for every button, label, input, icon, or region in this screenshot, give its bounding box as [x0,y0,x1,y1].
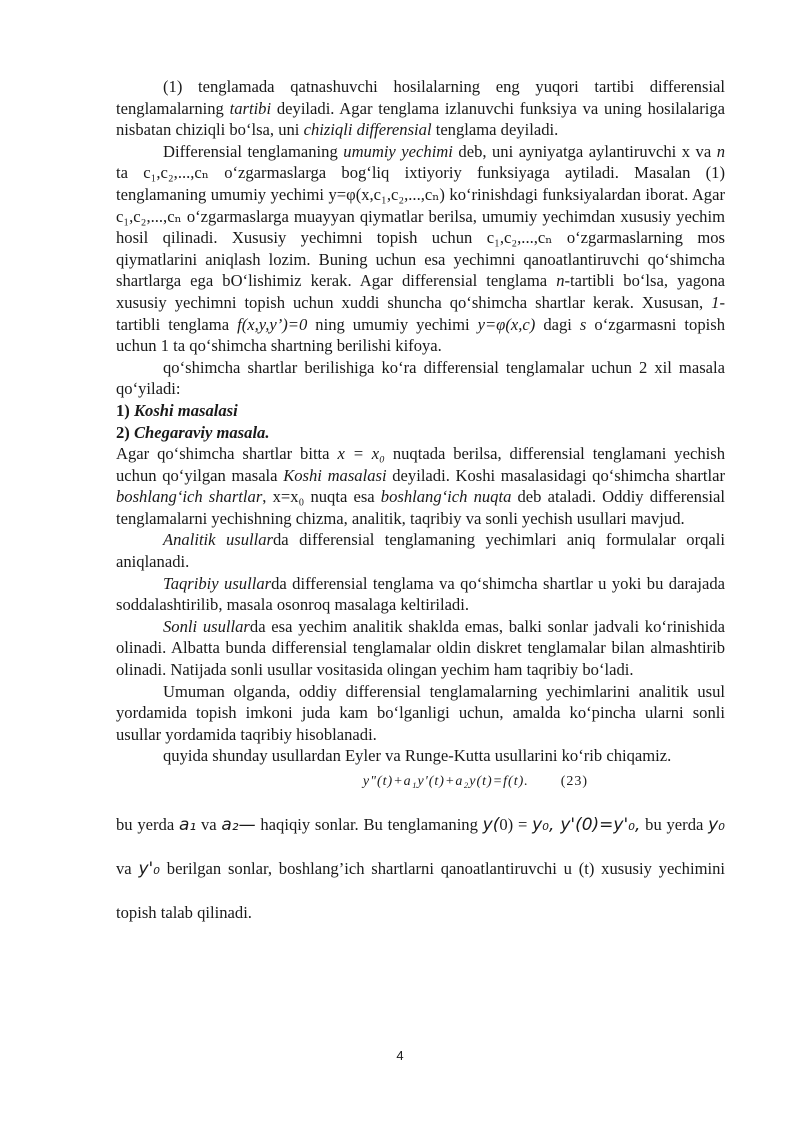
paragraph-initial-conditions: bu yerda a₁ va a₂— haqiqiy sonlar. Bu tenglamaning y(0) = y₀, y'(0)=y'₀, bu yerda y₀ va y'₀ berilgan sonlar, boshlang’ich shartlarni qanoatlantiruvchi u (t) xususiy yechimini topish talab qilinadi. [116,814,726,922]
paragraph-analytic: Analitik usullarda differensial tenglamaning yechimlari aniq formulalar orqali aniqlanadi. [116,530,725,572]
paragraph-conditions: qo‘shimcha shartlar berilishiga ko‘ra differensial tenglamalar uchun 2 xil masala qo‘yiladi: [116,357,725,399]
paragraph-methods: quyida shunday usullardan Eyler va Runge-Kutta usullarini ko‘rib chiqamiz. [163,746,672,766]
equation-23 [226,771,725,793]
paragraph-order: (1) tenglamada qatnashuvchi hosilalarning eng yuqori tartibi differensial tenglamalarning tartibi deyiladi. Agar tenglama izlanuvchi funksiya va uning hosilalariga nisbatan chiziqli bo‘lsa, uni chiziqli differensial tenglama deyiladi. [116,77,726,140]
document-page [116,76,725,934]
equation-number: (23) [560,774,589,789]
list-item-koshi: 1) Koshi masalasi [116,400,238,420]
equation-text: y"(t)+a₁y'(t)+a₂y(t)=f(t). [362,774,529,789]
paragraph-approximate: Taqribiy usullarda differensial tenglama va qo‘shimcha shartlar u yoki bu darajada soddalashtirilib, masala osonroq masalaga keltiriladi. [116,573,725,615]
paragraph-general-solution: Differensial tenglamaning umumiy yechimi deb, uni ayniyatga aylantiruvchi x va n ta c₁,c₂,...,cₙ o‘zgarmaslarga bog‘liq ixtiyoriy funksiyaga aytiladi. Masalan (1) tenglamaning umumiy yechimi y=φ(x,c₁,c₂,...,cₙ) ko‘rinishdagi funksiyalardan iborat. Agar c₁,c₂,...,cₙ o‘zgarmaslarga muayyan qiymatlar berilsa, umumiy yechimdan xususiy yechim hosil qilinadi. Xususiy yechimni topish uchun c₁,c₂,...,cₙ o‘zgarmaslarning mos qiymatlarini aniqlash lozim. Buning uchun esa yechimni qanoatlantiruvchi qo‘shimcha shartlarga ega bO‘lishimiz kerak. Agar differensial tenglama n-tartibli bo‘lsa, yagona xususiy yechimni topish uchun xuddi shuncha qo‘shimcha shartlar kerak. Xususan, 1-tartibli tenglama f(x,y,y’)=0 ning umumiy yechimi y=φ(x,c) dagi s o‘zgarmasni topish uchun 1 ta qo‘shimcha shartning berilishi kifoya. [116,141,726,356]
paragraph-koshi-definition: Agar qo‘shimcha shartlar bitta x = x₀ nuqtada berilsa, differensial tenglamani yechish uchun qo‘yilgan masala Koshi masalasi deyiladi. Koshi masalasidagi qo‘shimcha shartlar boshlang‘ich shartlar, x=x₀ nuqta esa boshlang‘ich nuqta deb ataladi. Oddiy differensial tenglamalarni yechishning chizma, analitik, taqribiy va sonli yechish usullari mavjud. [116,444,726,528]
paragraph-summary: Umuman olganda, oddiy differensial tenglamalarning yechimlarini analitik usul yordamida topish imkoni juda kam bo‘lganligi uchun, amalda ko‘pincha ularni sonli usullar yordamida taqribiy hisoblanadi. [116,681,725,744]
paragraph-numerical: Sonli usullarda esa yechim analitik shaklda emas, balki sonlar jadvali ko‘rinishida olinadi. Albatta bunda differensial tenglamalar oldin diskret tenglamalar bilan almashtirib olinadi. Natijada sonli usullar vositasida olingan yechim ham taqribiy bo‘ladi. [116,616,725,680]
page-number: 4 [396,1048,404,1063]
list-item-boundary: 2) Chegaraviy masala. [116,422,270,442]
